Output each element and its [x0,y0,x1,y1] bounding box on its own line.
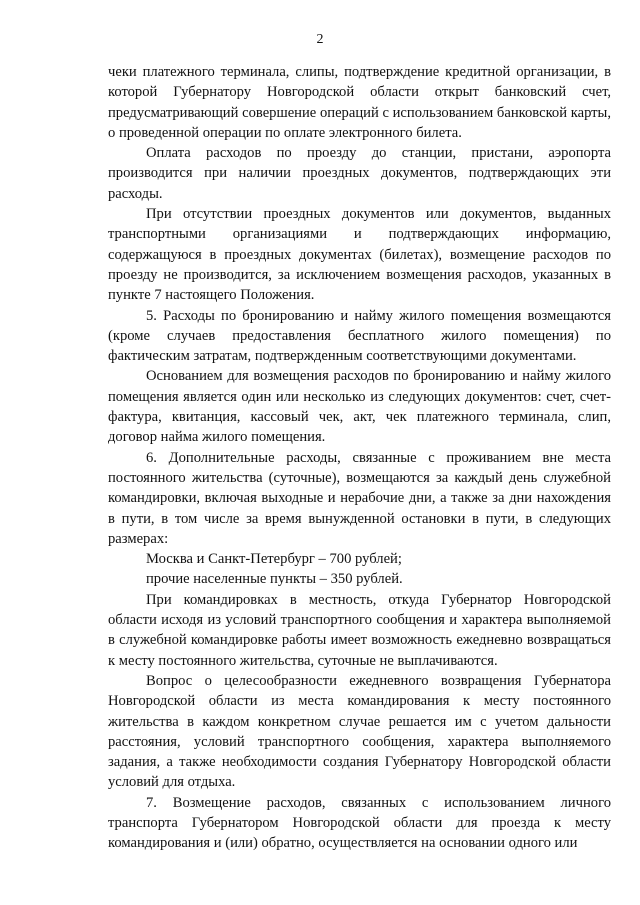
document-body [108,62,611,854]
paragraph-daily-return: При командировках в местность, откуда Губернатор Новгородской области исходя из условий транспортного сообщения и характера выполняемой в служебной командировке работы имеет возможность ежедневно возвращаться к месту постоянного жительства, суточные не выплачиваются. [108,591,611,669]
paragraph-housing-documents: Основанием для возмещения расходов по бронированию и найму жилого помещения является один или несколько из следующих документов: счет, счет-фактура, квитанция, кассовый чек, акт, чек платежного терминала, слип, договор найма жилого помещения. [108,368,611,446]
paragraph-item-7: 7. Возмещение расходов, связанных с использованием личного транспорта Губернатором Новгородской области для проезда к месту командирования и (или) обратно, осуществляется на основании одного или [108,794,611,852]
paragraph-return-decision: Вопрос о целесообразности ежедневного возвращения Губернатора Новгородской области из места командирования к месту постоянного жительства в каждом конкретном случае решается им с учетом дальности расстояния, условий транспортного сообщения, характера выполняемого задания, а также необходимости создания Губернатору Новгородской области условий для отдыха. [108,672,611,791]
rate-moscow-spb: Москва и Санкт-Петербург – 700 рублей; [146,551,402,568]
paragraph-station-fares: Оплата расходов по проезду до станции, пристани, аэропорта производится при наличии проездных документов, подтверждающих эти расходы. [108,145,611,202]
paragraph-item-6: 6. Дополнительные расходы, связанные с проживанием вне места постоянного жительства (суточные), возмещаются за каждый день служебной командировки, включая выходные и нерабочие дни, а также за дни нахождения в пути, в том числе за время вынужденной остановки в пути, в следующих размерах: [108,449,611,547]
paragraph-missing-documents: При отсутствии проездных документов или документов, выданных транспортными организациями и подтверждающих информацию, содержащуюся в проездных документах (билетах), возмещение расходов по проезду не производится, за исключением возмещения расходов, указанных в пункте 7 настоящего Положения. [108,206,611,304]
rate-other-cities: прочие населенные пункты – 350 рублей. [146,571,403,588]
paragraph-continuation: чеки платежного терминала, слипы, подтверждение кредитной организации, в которой Губернатору Новгородской области открыт банковский счет, предусматривающий совершение операций с использованием банковской карты, о проведенной операции по оплате электронного билета. [108,64,611,141]
paragraph-item-5: 5. Расходы по бронированию и найму жилого помещения возмещаются (кроме случаев предоставления бесплатного жилого помещения) по фактическим затратам, подтвержденным соответствующими документами. [108,307,611,365]
page-number: 2 [316,32,324,47]
